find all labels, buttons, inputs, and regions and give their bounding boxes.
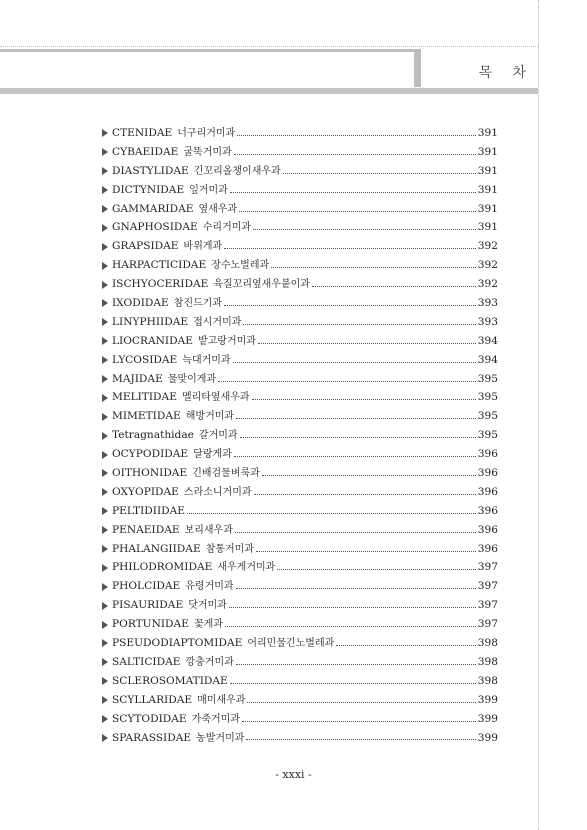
korean-name: 달랑게과 <box>193 449 232 461</box>
toc-entry[interactable] <box>102 502 498 521</box>
korean-name: 긴배검물벼룩과 <box>192 468 260 480</box>
toc-entry[interactable] <box>102 313 498 332</box>
korean-name: 닷거미과 <box>188 600 227 612</box>
toc-entry[interactable] <box>102 653 498 672</box>
family-name: SPARASSIDAE <box>112 731 192 744</box>
toc-entry-label <box>112 521 233 541</box>
korean-name: 새우게거미과 <box>217 562 276 574</box>
korean-name: 옆새우과 <box>198 203 238 215</box>
toc-entry-label <box>112 483 252 503</box>
dot-leader <box>240 437 476 438</box>
family-name: SALTICIDAE <box>112 655 181 668</box>
dot-leader <box>256 551 476 552</box>
toc-entry-label <box>112 596 227 616</box>
korean-name: 꽃게과 <box>193 619 223 631</box>
family-name: SCYLLARIDAE <box>112 693 193 706</box>
family-name: OCYPODIDAE <box>112 448 189 461</box>
triangle-bullet-icon <box>102 602 108 610</box>
korean-name: 접시거미과 <box>193 316 242 328</box>
page-number: 392 <box>477 259 498 272</box>
toc-entry[interactable] <box>102 691 498 710</box>
korean-name: 멜리타옆새우과 <box>181 392 250 404</box>
page-number: 391 <box>477 221 498 234</box>
page-number: 396 <box>477 542 498 555</box>
toc-entry[interactable] <box>102 596 498 615</box>
korean-name: 굴뚝거미과 <box>183 146 232 158</box>
page-title: 목 차 <box>478 65 534 81</box>
korean-name: 육질꼬리옆새우붙이과 <box>213 279 310 291</box>
dot-leader <box>229 607 476 608</box>
dot-leader <box>218 381 476 382</box>
dot-leader <box>242 721 476 722</box>
toc-entry-label <box>112 426 238 446</box>
korean-name: 매미새우과 <box>197 694 246 706</box>
family-name: LIOCRANIDAE <box>112 334 193 347</box>
toc-entry[interactable] <box>102 256 498 275</box>
korean-name: 깡충거미과 <box>185 656 234 668</box>
dot-leader <box>312 286 476 287</box>
korean-name: 잎거미과 <box>189 184 228 196</box>
page-number: 397 <box>477 618 498 631</box>
page-number: 391 <box>477 145 498 158</box>
toc-entry-label <box>112 653 234 673</box>
family-name: GAMMARIDAE <box>112 202 194 215</box>
family-name: PORTUNIDAE <box>112 618 189 631</box>
triangle-bullet-icon <box>102 375 108 383</box>
header-rule <box>0 49 414 52</box>
korean-name: 농발거미과 <box>196 732 245 744</box>
family-name: IXODIDAE <box>112 297 169 310</box>
toc-entry[interactable] <box>102 672 498 691</box>
toc-entry[interactable] <box>102 634 498 653</box>
korean-name: 참통거미과 <box>205 543 254 555</box>
page-number: 392 <box>477 278 498 291</box>
dot-leader <box>253 229 476 230</box>
triangle-bullet-icon <box>102 129 108 137</box>
toc-entry-label <box>112 370 216 390</box>
toc-entry-label <box>112 218 251 238</box>
crop-guide-top <box>0 46 538 47</box>
header-bar <box>0 88 538 94</box>
korean-name: 늑대거미과 <box>182 354 231 366</box>
toc-entry-label <box>112 237 222 257</box>
toc-entry-label <box>112 124 235 144</box>
toc-entry-label <box>112 558 275 578</box>
triangle-bullet-icon <box>102 564 108 572</box>
page-number: 398 <box>477 655 498 668</box>
family-name: ISCHYOCERIDAE <box>112 278 209 291</box>
toc-entry-label <box>112 502 185 521</box>
triangle-bullet-icon <box>102 658 108 666</box>
dot-leader <box>271 267 476 268</box>
family-name: LYCOSIDAE <box>112 353 178 366</box>
family-name: MELITIDAE <box>112 391 177 404</box>
toc-entry-label <box>112 143 232 163</box>
triangle-bullet-icon <box>102 281 108 289</box>
page-number: 395 <box>477 372 498 385</box>
family-name: CYBAEIDAE <box>112 145 179 158</box>
korean-name: 바위게과 <box>183 241 223 253</box>
toc-entry[interactable] <box>102 124 498 143</box>
dot-leader <box>224 305 476 306</box>
toc-entry[interactable] <box>102 577 498 596</box>
triangle-bullet-icon <box>102 205 108 213</box>
family-name: SCYTODIDAE <box>112 712 187 725</box>
crop-guide-right <box>538 0 539 830</box>
page-number: 396 <box>477 485 498 498</box>
dot-leader <box>262 475 476 476</box>
toc-entry[interactable] <box>102 445 498 464</box>
page-number: 391 <box>477 127 498 139</box>
triangle-bullet-icon <box>102 262 108 270</box>
toc-entry-label <box>112 294 222 314</box>
page-number: 396 <box>477 504 498 517</box>
triangle-bullet-icon <box>102 715 108 723</box>
dot-leader <box>237 135 476 136</box>
family-name: MAJIDAE <box>112 372 163 385</box>
page-number: 395 <box>477 391 498 404</box>
triangle-bullet-icon <box>102 677 108 685</box>
korean-name: 유령거미과 <box>185 581 234 593</box>
family-name: GNAPHOSIDAE <box>112 221 198 234</box>
toc-entry-label <box>112 710 240 730</box>
toc-entry[interactable] <box>102 218 498 237</box>
toc-entry[interactable] <box>102 332 498 351</box>
toc-entry-label <box>112 540 254 560</box>
triangle-bullet-icon <box>102 583 108 591</box>
toc-entry[interactable] <box>102 615 498 634</box>
korean-name: 수리거미과 <box>202 222 252 234</box>
toc-entry[interactable] <box>102 275 498 294</box>
toc-entry-label <box>112 407 234 427</box>
triangle-bullet-icon <box>102 469 108 477</box>
korean-name: 스라소니거미과 <box>183 486 252 498</box>
family-name: PHALANGIIDAE <box>112 542 201 555</box>
toc-entry[interactable] <box>102 729 498 748</box>
toc-entry-label <box>112 388 250 408</box>
triangle-bullet-icon <box>102 167 108 175</box>
toc-entry[interactable] <box>102 426 498 445</box>
toc-entry[interactable] <box>102 388 498 407</box>
triangle-bullet-icon <box>102 432 108 440</box>
triangle-bullet-icon <box>102 526 108 534</box>
family-name: DICTYNIDAE <box>112 183 185 196</box>
dot-leader <box>277 569 475 570</box>
page-number-footer: - xxxi - <box>275 768 312 781</box>
toc-entry[interactable] <box>102 162 498 181</box>
toc-entry[interactable] <box>102 370 498 389</box>
family-name: PISAURIDAE <box>112 599 184 612</box>
dot-leader <box>236 588 476 589</box>
korean-name: 긴꼬리올챙이새우과 <box>193 165 281 177</box>
toc-entry[interactable] <box>102 540 498 559</box>
dot-leader <box>187 513 476 514</box>
korean-name: 해방거미과 <box>185 411 235 423</box>
triangle-bullet-icon <box>102 696 108 704</box>
page-number: 391 <box>477 183 498 196</box>
page-number: 395 <box>477 429 498 442</box>
family-name: PHILODROMIDAE <box>112 561 213 574</box>
dot-leader <box>225 626 476 627</box>
triangle-bullet-icon <box>102 621 108 629</box>
family-name: CTENIDAE <box>112 127 173 139</box>
triangle-bullet-icon <box>102 545 108 553</box>
dot-leader <box>254 494 476 495</box>
toc-entry-label <box>112 351 231 371</box>
page-number: 394 <box>477 353 498 366</box>
toc-entry-label <box>112 464 260 484</box>
toc-entry-label <box>112 672 228 691</box>
dot-leader <box>258 343 476 344</box>
dot-leader <box>236 418 476 419</box>
family-name: GRAPSIDAE <box>112 240 179 253</box>
toc-entry-label <box>112 162 281 182</box>
korean-name: 밭고랑거미과 <box>197 335 256 347</box>
family-name: PELTIDIIDAE <box>112 504 186 517</box>
family-name: DIASTYLIDAE <box>112 164 189 177</box>
page-number: 393 <box>477 297 498 310</box>
page-number: 396 <box>477 523 498 536</box>
dot-leader <box>246 739 475 740</box>
korean-name: 보리새우과 <box>184 524 233 536</box>
toc-entry-label <box>112 181 228 201</box>
table-of-contents <box>102 124 498 747</box>
page-number: 396 <box>477 467 498 480</box>
page-number: 399 <box>477 731 498 744</box>
toc-entry[interactable] <box>102 483 498 502</box>
family-name: PSEUDODIAPTOMIDAE <box>112 637 243 650</box>
toc-entry-label <box>112 275 310 295</box>
korean-name: 어리민물긴노벌레과 <box>247 638 335 650</box>
page-number: 392 <box>477 240 498 253</box>
family-name: PHOLCIDAE <box>112 580 181 593</box>
triangle-bullet-icon <box>102 639 108 647</box>
page-number: 398 <box>477 674 498 687</box>
korean-name: 장수노벌레과 <box>211 260 270 272</box>
triangle-bullet-icon <box>102 224 108 232</box>
toc-entry-label <box>112 200 237 220</box>
toc-entry-label <box>112 313 241 333</box>
korean-name: 물맞이게과 <box>167 373 217 385</box>
korean-name: 가죽거미과 <box>191 713 240 725</box>
toc-entry[interactable] <box>102 143 498 162</box>
page-number: 397 <box>477 580 498 593</box>
toc-entry-label <box>112 615 223 635</box>
triangle-bullet-icon <box>102 488 108 496</box>
korean-name: 참진드기과 <box>173 298 223 310</box>
page-number: 399 <box>477 712 498 725</box>
toc-entry[interactable] <box>102 464 498 483</box>
family-name: SCLEROSOMATIDAE <box>112 674 228 687</box>
family-name: OITHONIDAE <box>112 467 188 480</box>
triangle-bullet-icon <box>102 186 108 194</box>
dot-leader <box>230 683 476 684</box>
triangle-bullet-icon <box>102 318 108 326</box>
dot-leader <box>247 702 475 703</box>
toc-entry[interactable] <box>102 200 498 219</box>
dot-leader <box>236 664 476 665</box>
toc-entry-label <box>112 332 256 352</box>
dot-leader <box>336 645 475 646</box>
dot-leader <box>235 532 476 533</box>
triangle-bullet-icon <box>102 356 108 364</box>
triangle-bullet-icon <box>102 243 108 251</box>
korean-name: 너구리거미과 <box>177 128 236 139</box>
toc-entry[interactable] <box>102 710 498 729</box>
dot-leader <box>230 192 476 193</box>
page-number: 393 <box>477 315 498 328</box>
dot-leader <box>252 399 476 400</box>
dot-leader <box>233 362 476 363</box>
page-number: 391 <box>477 202 498 215</box>
dot-leader <box>243 324 475 325</box>
triangle-bullet-icon <box>102 299 108 307</box>
triangle-bullet-icon <box>102 394 108 402</box>
page-number: 399 <box>477 693 498 706</box>
family-name: PENAEIDAE <box>112 523 180 536</box>
triangle-bullet-icon <box>102 507 108 515</box>
toc-entry[interactable] <box>102 351 498 370</box>
family-name: OXYOPIDAE <box>112 485 179 498</box>
toc-entry-label <box>112 445 232 465</box>
toc-entry[interactable] <box>102 407 498 426</box>
page-number: 397 <box>477 599 498 612</box>
page-number: 398 <box>477 637 498 650</box>
toc-entry-label <box>112 691 245 711</box>
dot-leader <box>224 248 476 249</box>
dot-leader <box>283 173 476 174</box>
family-name: Tetragnathidae <box>112 429 194 442</box>
toc-entry-label <box>112 729 244 749</box>
toc-entry[interactable] <box>102 558 498 577</box>
toc-entry[interactable] <box>102 521 498 540</box>
page-number: 397 <box>477 561 498 574</box>
dot-leader <box>234 154 476 155</box>
family-name: HARPACTICIDAE <box>112 259 207 272</box>
toc-entry[interactable] <box>102 181 498 200</box>
triangle-bullet-icon <box>102 734 108 742</box>
page-number: 395 <box>477 410 498 423</box>
toc-entry-label <box>112 256 269 276</box>
triangle-bullet-icon <box>102 451 108 459</box>
toc-entry-label <box>112 634 334 654</box>
family-name: LINYPHIIDAE <box>112 315 189 328</box>
family-name: MIMETIDAE <box>112 410 181 423</box>
page-number: 391 <box>477 164 498 177</box>
triangle-bullet-icon <box>102 413 108 421</box>
header-tab-block <box>414 49 421 87</box>
dot-leader <box>239 211 476 212</box>
triangle-bullet-icon <box>102 148 108 156</box>
korean-name: 갈거미과 <box>198 430 238 442</box>
toc-entry[interactable] <box>102 294 498 313</box>
dot-leader <box>234 456 476 457</box>
toc-entry[interactable] <box>102 237 498 256</box>
page-number: 396 <box>477 448 498 461</box>
page-number: 394 <box>477 334 498 347</box>
toc-entry-label <box>112 577 234 597</box>
triangle-bullet-icon <box>102 337 108 345</box>
